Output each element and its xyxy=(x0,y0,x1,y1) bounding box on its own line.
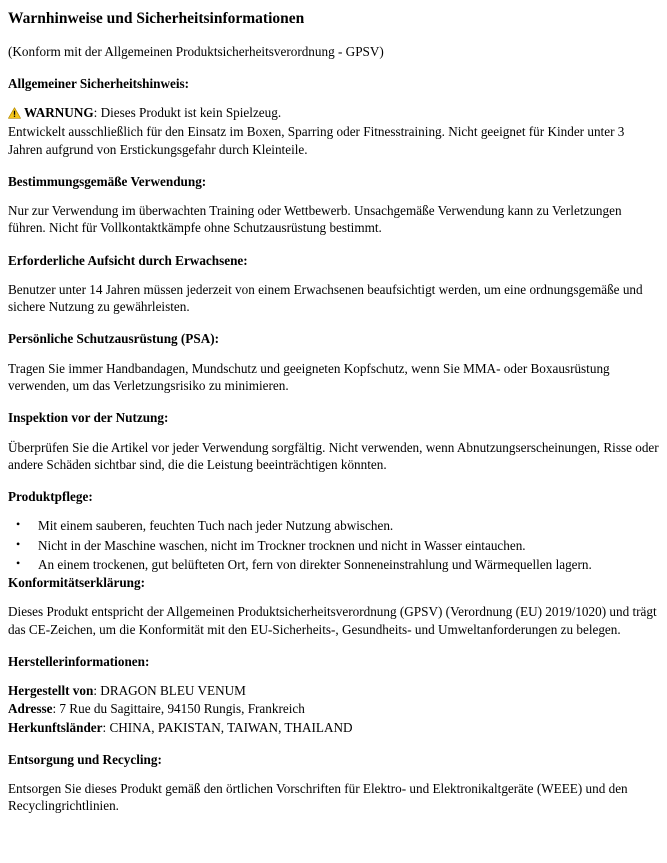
inspection-body: Überprüfen Sie die Artikel vor jeder Verwendung sorgfältig. Nicht verwenden, wenn Abnutzungserscheinungen, Risse oder andere Schäden sichtbar sind, die die Leistung beeinträchtigen könnten. xyxy=(8,439,659,472)
manufacturer-address xyxy=(8,700,659,717)
section-heading-inspection: Inspektion vor der Nutzung: xyxy=(8,410,169,426)
list-item: • Nicht in der Maschine waschen, nicht im Trockner trocknen und nicht in Wasser eintauchen. xyxy=(38,537,659,554)
manufacturer-origin xyxy=(8,719,659,736)
address-label: Adresse xyxy=(8,701,53,717)
warning-text: : Dieses Produkt ist kein Spielzeug. xyxy=(93,105,282,121)
conformity-body: Dieses Produkt entspricht der Allgemeinen Produktsicherheitsverordnung (GPSV) (Verordnung (EU) 2019/1020) und trägt das CE-Zeichen, um die Konformität mit den EU-Sicherheits-, Gesundheits- und Umweltanforderungen zu belegen. xyxy=(8,604,657,637)
list-item: • Mit einem sauberen, feuchten Tuch nach jeder Nutzung abwischen. xyxy=(38,517,659,534)
section-heading-manufacturer: Herstellerinformationen: xyxy=(8,653,150,669)
manufacturer-made-by xyxy=(8,682,659,699)
made-by-value: : DRAGON BLEU VENUM xyxy=(93,683,246,699)
page-title: Warnhinweise und Sicherheitsinformationen xyxy=(8,10,305,27)
intended-use-body: Nur zur Verwendung im überwachten Training oder Wettbewerb. Unsachgemäße Verwendung kann zu Verletzungen führen. Nicht für Vollkontaktkämpfe ohne Schutzausrüstung bestimmt. xyxy=(8,203,622,236)
address-value: : 7 Rue du Sagittaire, 94150 Rungis, Frankreich xyxy=(52,701,305,717)
section-heading-disposal: Entsorgung und Recycling: xyxy=(8,751,162,767)
warning-callout xyxy=(8,104,659,121)
ppe-body: Tragen Sie immer Handbandagen, Mundschutz und geeigneten Kopfschutz, wenn Sie MMA- oder Boxausrüstung verwenden, um das Verletzungsrisiko zu minimieren. xyxy=(8,360,610,393)
section-heading-adult-supervision: Erforderliche Aufsicht durch Erwachsene: xyxy=(8,252,248,268)
product-care-list xyxy=(8,517,659,572)
warning-triangle-icon xyxy=(8,107,21,119)
disposal-body: Entsorgen Sie dieses Produkt gemäß den örtlichen Vorschriften für Elektro- und Elektronikaltgeräte (WEEE) und den Recyclingrichtlinien. xyxy=(8,781,628,814)
adult-supervision-body: Benutzer unter 14 Jahren müssen jederzeit von einem Erwachsenen beaufsichtigt werden, um eine ordnungsgemäße und sichere Nutzung zu gewährleisten. xyxy=(8,282,643,315)
origin-label: Herkunftsländer xyxy=(8,719,103,735)
made-by-label: Hergestellt von xyxy=(8,683,94,699)
list-item: • An einem trockenen, gut belüfteten Ort, fern von direkter Sonneneinstrahlung und Wärmequellen lagern. xyxy=(38,556,659,573)
section-heading-intended-use: Bestimmungsgemäße Verwendung: xyxy=(8,173,207,189)
document-subtitle: (Konform mit der Allgemeinen Produktsicherheitsverordnung - GPSV) xyxy=(8,43,384,59)
warning-label: WARNUNG xyxy=(24,105,94,121)
section-heading-product-care: Produktpflege: xyxy=(8,488,93,504)
section-heading-general-safety: Allgemeiner Sicherheitshinweis: xyxy=(8,75,190,91)
section-heading-conformity: Konformitätserklärung: xyxy=(8,574,145,590)
origin-value: : CHINA, PAKISTAN, TAIWAN, THAILAND xyxy=(102,719,353,735)
general-safety-body: Entwickelt ausschließlich für den Einsatz im Boxen, Sparring oder Fitnesstraining. Nicht geeignet für Kinder unter 3 Jahren aufgrund von Erstickungsgefahr durch Kleinteile. xyxy=(8,124,625,157)
section-heading-ppe: Persönliche Schutzausrüstung (PSA): xyxy=(8,331,220,347)
